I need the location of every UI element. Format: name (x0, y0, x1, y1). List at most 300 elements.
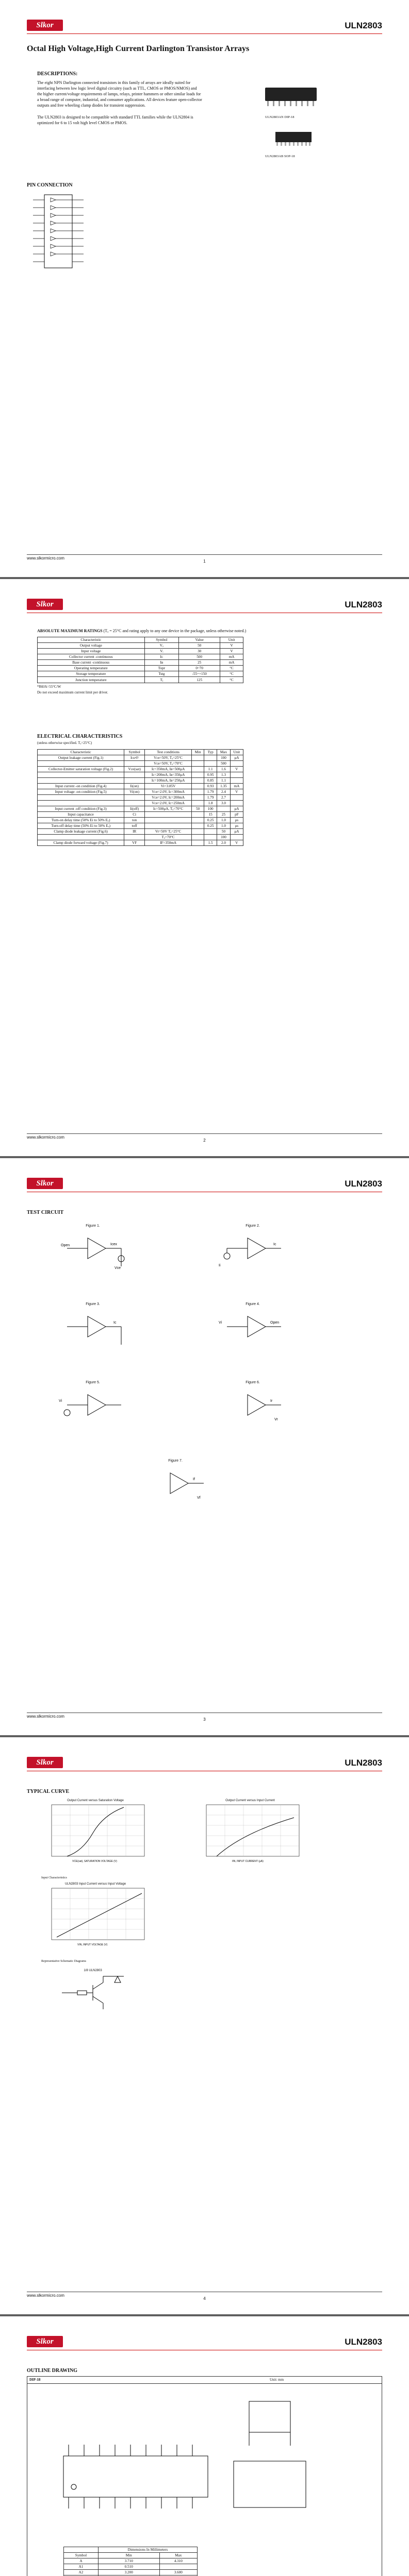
dip-cell: A2 (64, 2570, 99, 2575)
ec-cell: Ic=500μA, Tₐ=70°C (145, 806, 192, 812)
ec-cell: Ii(off) (124, 806, 145, 812)
ec-header-cell: Min (192, 750, 204, 755)
figure-4-caption: Figure 4. (246, 1302, 260, 1306)
ec-row (38, 818, 243, 823)
ec-cell: μA (230, 829, 243, 835)
ec-cell: Ic=100mA, Iʙ=250μA (145, 778, 192, 784)
ec-cell (230, 778, 243, 784)
ec-cell: IR (124, 829, 145, 835)
website-link[interactable]: www.slkormicro.com (27, 1135, 64, 1140)
ec-header-cell: Unit (230, 750, 243, 755)
ec-cell: Vce=2.0V, Ic=250mA (145, 801, 192, 806)
amr-cell: Base current -continuous (38, 660, 145, 666)
ec-cell: Clamp diode leakage current (Fig.6) (38, 829, 124, 835)
amr-header-cell: Value (179, 637, 220, 643)
electrical-characteristics-table (37, 749, 243, 846)
ec-cell (192, 823, 204, 829)
slkor-logo: Slkor (27, 20, 63, 31)
ec-cell: 1.8 (204, 801, 217, 806)
curve-saturation (41, 1799, 150, 1865)
ec-cell (38, 772, 124, 778)
ec-cell (204, 829, 217, 835)
ec-cell (124, 835, 145, 840)
amr-cell: °C (220, 677, 243, 683)
ec-cell (230, 835, 243, 840)
page-footer (27, 1713, 382, 1720)
outline-heading: OUTLINE DRAWING (27, 2368, 78, 2374)
description-heading: DESCRIPTIONS: (37, 71, 78, 77)
website-link[interactable]: www.slkormicro.com (27, 1714, 64, 1719)
page-header (27, 19, 382, 34)
ec-cell (230, 772, 243, 778)
part-number: ULN2803 (345, 1179, 382, 1189)
ec-cell (230, 795, 243, 801)
part-number: ULN2803 (345, 21, 382, 30)
label-vr: Vr (274, 1418, 278, 1421)
ec-cell: Vr=50V Tₐ=25°C (145, 829, 192, 835)
curve-1-plot (41, 1802, 150, 1864)
absolute-max-section (37, 629, 254, 696)
page-footer (27, 554, 382, 562)
ec-cell (192, 801, 204, 806)
amr-cell: Storage temperature (38, 671, 145, 677)
ec-header-cell: Symbol (124, 750, 145, 755)
ec-cell: 1.79 (204, 789, 217, 795)
amr-cell: Input voltage (38, 649, 145, 654)
amr-cell: Vᵢ (144, 649, 179, 654)
pin-connection-diagram (30, 193, 87, 273)
ec-row (38, 801, 243, 806)
dip-super-row (64, 2547, 198, 2553)
amr-header-cell: Unit (220, 637, 243, 643)
ec-cell: ton (124, 818, 145, 823)
ec-cell: Ii(on) (124, 784, 145, 789)
ec-cell: Tₐ=70°C (145, 835, 192, 840)
figure-5-circuit (57, 1384, 129, 1431)
amr-cell: Iʙ (144, 660, 179, 666)
ec-cell: 0.25 (204, 823, 217, 829)
amr-cell: °C (220, 666, 243, 671)
ec-cell: 1.0 (217, 823, 231, 829)
ec-cell: 1.35 (217, 784, 231, 789)
amr-cell: Junction temperature (38, 677, 145, 683)
ec-cell (124, 795, 145, 801)
amr-cell: V (220, 649, 243, 654)
amr-cell: °C (220, 671, 243, 677)
ec-cell (204, 835, 217, 840)
description-paragraph-2: The ULN2803 is designed to be compatible with standard TTL families while the ULN2804 is optimized for 6 to 15 volt high level CMOS or PMOS. (37, 115, 193, 125)
ec-cell: μA (230, 755, 243, 761)
part-number: ULN2803 (345, 1758, 382, 1768)
schematic-heading: Representative Schematic Diagrams (41, 1960, 86, 1963)
ec-cell (192, 789, 204, 795)
ec-cell: 50 (217, 829, 231, 835)
page-footer (27, 1133, 382, 1141)
figure-6 (217, 1381, 289, 1432)
dip-header-cell: Max (159, 2553, 197, 2558)
figure-1-circuit (57, 1228, 129, 1274)
dip-row (64, 2564, 198, 2570)
ec-cell (192, 761, 204, 767)
figure-6-caption: Figure 6. (246, 1381, 260, 1384)
test-circuit-heading: TEST CIRCUIT (27, 1210, 64, 1215)
ec-cell (145, 812, 192, 818)
sop-package-label: ULN2803AB SOP-18 (265, 155, 295, 158)
amr-cell: 125 (179, 677, 220, 683)
dip18-title: DIP-18 (29, 2378, 41, 2382)
ec-row (38, 806, 243, 812)
ec-row (38, 761, 243, 767)
ec-cell: 0.93 (204, 784, 217, 789)
curve-3-title: ULN2803 Input Current versus Input Voltage (64, 1883, 126, 1886)
page-header (27, 1756, 382, 1771)
dip-header-cell: Symbol (64, 2553, 99, 2558)
figure-4 (217, 1302, 289, 1353)
page-number: 1 (203, 559, 206, 564)
amr-header-cell: Characteristic (38, 637, 145, 643)
ec-cell: Vce=2.0V, Ic=200mA (145, 795, 192, 801)
amr-row (38, 671, 243, 677)
curve-2-title: Output Current versus Input Current (225, 1799, 275, 1802)
figure-6-circuit (217, 1384, 289, 1431)
ec-cell: 2.0 (217, 840, 231, 846)
ec-cell (192, 829, 204, 835)
amr-cell: 500 (179, 654, 220, 660)
website-link[interactable]: www.slkormicro.com (27, 556, 64, 561)
ec-cell (230, 761, 243, 767)
figure-2 (217, 1224, 289, 1275)
amr-cell: Vₒ (144, 643, 179, 649)
ec-cell: Ic=200mA, Iʙ=350μA (145, 772, 192, 778)
dip-header-row (64, 2553, 198, 2558)
slkor-logo: Slkor (27, 1178, 63, 1189)
part-number: ULN2803 (345, 2337, 382, 2347)
ec-cell: 500 (217, 761, 231, 767)
curve-2-xlabel: IIN, INPUT CURRENT (μA) (232, 1860, 264, 1863)
ec-cell: 1.5 (204, 840, 217, 846)
ec-row (38, 840, 243, 846)
ec-row (38, 778, 243, 784)
ec-cell: 0.95 (204, 772, 217, 778)
curve-3-plot (41, 1886, 150, 1947)
ec-cell: μA (230, 806, 243, 812)
ec-cell (204, 761, 217, 767)
dip18-drawing (27, 2384, 383, 2538)
figure-3-circuit (57, 1306, 129, 1352)
ec-cell: 1.6 (217, 767, 231, 772)
ec-cell: IF=350mA (145, 840, 192, 846)
amr-cell: 0~70 (179, 666, 220, 671)
ec-cell: Input capacitance (38, 812, 124, 818)
ec-cell: 1.3 (217, 772, 231, 778)
dip-super-header: Dimensions In Millimeters (98, 2547, 197, 2553)
ec-cell (124, 772, 145, 778)
ec-row (38, 829, 243, 835)
ec-header-cell: Max (217, 750, 231, 755)
figure-5-caption: Figure 5. (86, 1381, 100, 1384)
ec-cell: Input current -on condition (Fig.4) (38, 784, 124, 789)
ec-header-row (38, 750, 243, 755)
page-5 (0, 2316, 409, 2576)
ec-cell: Vce=50V, Tₐ=70°C (145, 761, 192, 767)
ec-cell (38, 795, 124, 801)
amr-row (38, 666, 243, 671)
dip-cell (159, 2564, 197, 2570)
ec-row (38, 772, 243, 778)
dip18-outline-box (27, 2376, 382, 2576)
label-ic: Ic (113, 1321, 117, 1325)
pin-connection-heading: PIN CONNECTION (27, 182, 73, 188)
dip-package-label: ULN2803AN DIP-18 (265, 115, 295, 119)
ec-cell (124, 801, 145, 806)
label-icex: Icex (110, 1243, 117, 1246)
amr-footnote-1: *RθJA=55°C/W (37, 685, 61, 689)
ec-cell (124, 761, 145, 767)
schematic-label: 1/8 ULN2803 (84, 1969, 102, 1972)
dip-cell: 3.600 (159, 2570, 197, 2575)
figure-2-circuit (217, 1228, 289, 1274)
ec-cell: IᴄᴇҼ (124, 755, 145, 761)
ec-cell: 50 (192, 806, 204, 812)
ec-cell: Input current -off condition (Fig.3) (38, 806, 124, 812)
ec-row (38, 835, 243, 840)
dip-package-image (262, 82, 324, 113)
description-section (37, 71, 202, 126)
ec-cell: μs (230, 818, 243, 823)
curve-1-title: Output Current versus Saturation Voltage (67, 1799, 124, 1802)
description-paragraph-1: The eight NPN Darlington connected transistors in this family of arrays are ideally suited for interfacing between low logic level digital circuitry (such as TTL, CMOS or PMOS/NMOS) and the higher current/voltage requirements of lamps, relays, printer hammers or other similar loads for a broad range of computer, industrial, and consumer applications. All devices feature open-collector outputs and free wheeling clamp diodes for transient suppression. (37, 80, 202, 108)
page-header (27, 2335, 382, 2350)
ec-cell: Ci (124, 812, 145, 818)
ec-row (38, 823, 243, 829)
ec-cell: Output leakage current (Fig.1) (38, 755, 124, 761)
dip-cell: 3.710 (98, 2558, 159, 2564)
dip-super-blank (64, 2547, 99, 2553)
amr-cell: mA (220, 654, 243, 660)
amr-cell: V (220, 643, 243, 649)
amr-heading: ABSOLUTE MAXIMUM RATINGS (37, 629, 103, 633)
page-number: 4 (203, 2296, 206, 2301)
amr-cell: Tⱼ (144, 677, 179, 683)
figure-7-caption: Figure 7. (168, 1459, 183, 1463)
ec-cell: 100 (217, 755, 231, 761)
label-ii: Ii (219, 1264, 221, 1267)
page-number: 3 (203, 1717, 206, 1722)
ec-cell: 25 (217, 812, 231, 818)
dip-cell: 3.200 (98, 2570, 159, 2575)
ec-cell (145, 818, 192, 823)
amr-cell: Iᴄ (144, 654, 179, 660)
amr-cell: Collector current -continuous (38, 654, 145, 660)
amr-cell: 25 (179, 660, 220, 666)
amr-cell: Topr (144, 666, 179, 671)
label-vi: Vi (219, 1321, 222, 1325)
amr-cell: -55~+150 (179, 671, 220, 677)
dip-cell: 4.310 (159, 2558, 197, 2564)
amr-header-cell: Symbol (144, 637, 179, 643)
figure-5 (57, 1381, 129, 1432)
amr-row (38, 677, 243, 683)
ec-cell: 100 (204, 806, 217, 812)
ec-cell (192, 778, 204, 784)
ec-cell (38, 778, 124, 784)
amr-cell: Operating temperature (38, 666, 145, 671)
figure-1 (57, 1224, 129, 1275)
figure-7 (139, 1459, 211, 1510)
amr-cell: Tstg (144, 671, 179, 677)
ec-heading: ELECTRICAL CHARACTERISTICS (37, 734, 123, 739)
ec-header-cell: Typ (204, 750, 217, 755)
ec-cell (192, 818, 204, 823)
slkor-logo: Slkor (27, 599, 63, 610)
ec-cell (38, 761, 124, 767)
ec-cell: 2.4 (217, 789, 231, 795)
ec-cell (192, 835, 204, 840)
ec-cell: 2.7 (217, 795, 231, 801)
ec-row (38, 767, 243, 772)
dip-cell: A (64, 2558, 99, 2564)
figure-1-caption: Figure 1. (86, 1224, 100, 1228)
amr-cell: 50 (179, 643, 220, 649)
figure-3-caption: Figure 3. (86, 1302, 100, 1306)
ec-cell: Vce=50V, Tₐ=25°C (145, 755, 192, 761)
ec-cell (192, 767, 204, 772)
ec-note: (unless otherwise specified. Tₐ=25°C) (37, 741, 92, 745)
ec-cell: Input voltage -on condition (Fig.5) (38, 789, 124, 795)
amr-cell: mA (220, 660, 243, 666)
ec-row (38, 789, 243, 795)
ec-row (38, 795, 243, 801)
ec-cell: Vi=3.85V (145, 784, 192, 789)
ec-row (38, 784, 243, 789)
ec-cell: Clamp diode forward voltage (Fig.7) (38, 840, 124, 846)
label-vi: Vi (59, 1399, 62, 1403)
ec-header-cell: Test conditions (145, 750, 192, 755)
document-title: Octal High Voltage,High Current Darlington Transistor Arrays (27, 44, 250, 53)
sop-package-image (268, 126, 320, 151)
ec-cell: 1.0 (217, 818, 231, 823)
curve-input-voltage (41, 1883, 150, 1948)
label-vf: Vf (197, 1496, 201, 1500)
ec-cell: 0.25 (204, 818, 217, 823)
ec-cell: 1.1 (217, 778, 231, 784)
curve-2-plot (196, 1802, 304, 1864)
ec-cell (192, 784, 204, 789)
ec-cell: VF (124, 840, 145, 846)
dip-row (64, 2570, 198, 2575)
ec-cell (192, 795, 204, 801)
amr-cell: 30 (179, 649, 220, 654)
ec-cell (230, 801, 243, 806)
amr-row (38, 649, 243, 654)
ec-cell (38, 835, 124, 840)
absolute-max-table (37, 637, 243, 683)
page-4 (0, 1737, 409, 2314)
figure-3 (57, 1302, 129, 1353)
ec-cell: 1.1 (204, 767, 217, 772)
figure-2-caption: Figure 2. (246, 1224, 260, 1228)
ec-cell: Vce=2.0V, Ic=300mA (145, 789, 192, 795)
page-1 (0, 0, 409, 577)
ec-cell: V (230, 789, 243, 795)
ec-header-cell: Characteristic (38, 750, 124, 755)
dip-cell: A1 (64, 2564, 99, 2570)
slkor-logo: Slkor (27, 2336, 63, 2347)
ec-cell: 15 (204, 812, 217, 818)
ec-cell (192, 812, 204, 818)
ec-row (38, 812, 243, 818)
page-footer (27, 2292, 382, 2299)
label-open: Open (270, 1321, 280, 1325)
amr-row (38, 643, 243, 649)
ec-cell: μs (230, 823, 243, 829)
curve-1-xlabel: VCE(sat), SATURATION VOLTAGE (V) (72, 1860, 117, 1863)
ec-cell: toff (124, 823, 145, 829)
ec-cell: Vce(sat) (124, 767, 145, 772)
ec-cell (217, 806, 231, 812)
electrical-section (37, 734, 254, 846)
amr-row (38, 654, 243, 660)
dip18-dimension-table (63, 2547, 198, 2576)
amr-row (38, 660, 243, 666)
ec-cell: Turn-on delay time (50% Ei to 50% Eₒ) (38, 818, 124, 823)
amr-note: (Tₐ = 25°C and rating apply to any one device in the package, unless otherwise noted.) (103, 629, 247, 633)
page-header (27, 1177, 382, 1192)
part-number: ULN2803 (345, 600, 382, 609)
ec-cell (145, 823, 192, 829)
amr-header-row (38, 637, 243, 643)
label-ic: Ic (273, 1243, 276, 1246)
dip-row (64, 2558, 198, 2564)
curve-3-xlabel: VIN, INPUT VOLTAGE (V) (77, 1943, 108, 1946)
ec-cell (192, 840, 204, 846)
ec-cell (204, 755, 217, 761)
amr-cell: Output voltage (38, 643, 145, 649)
slkor-logo: Slkor (27, 1757, 63, 1768)
ec-cell: V (230, 840, 243, 846)
ec-cell (192, 772, 204, 778)
page-2 (0, 579, 409, 1156)
ec-cell: Collector-Emitter saturation voltage (Fig.2) (38, 767, 124, 772)
ec-row (38, 755, 243, 761)
label-vce: Vce (114, 1266, 121, 1270)
ec-cell: 1.79 (204, 795, 217, 801)
dip-header-cell: Min (98, 2553, 159, 2558)
label-if: If (193, 1478, 195, 1481)
ec-cell: 100 (217, 835, 231, 840)
ec-cell: Turn-off delay time (50% Ei to 50% Eₒ) (38, 823, 124, 829)
ec-cell: V (230, 767, 243, 772)
ec-cell: 0.85 (204, 778, 217, 784)
ec-cell: pF (230, 812, 243, 818)
figure-4-circuit (217, 1306, 289, 1352)
ec-cell (124, 778, 145, 784)
curve-input-current (196, 1799, 304, 1865)
website-link[interactable]: www.slkormicro.com (27, 2293, 64, 2298)
typical-curve-heading: TYPICAL CURVE (27, 1789, 70, 1794)
page-header (27, 598, 382, 613)
figure-7-circuit (139, 1463, 211, 1509)
ec-cell: mA (230, 784, 243, 789)
ec-cell (192, 755, 204, 761)
ec-cell: Vi(on) (124, 789, 145, 795)
schematic-drawing (57, 1972, 129, 2013)
ec-cell (38, 801, 124, 806)
dip18-unit: Unit: mm (270, 2378, 284, 2382)
input-char-heading: Input Characteristics (41, 1876, 67, 1879)
page-3 (0, 1158, 409, 1735)
amr-footnote-2: Do not exceed maximum current limit per driver. (37, 690, 108, 694)
